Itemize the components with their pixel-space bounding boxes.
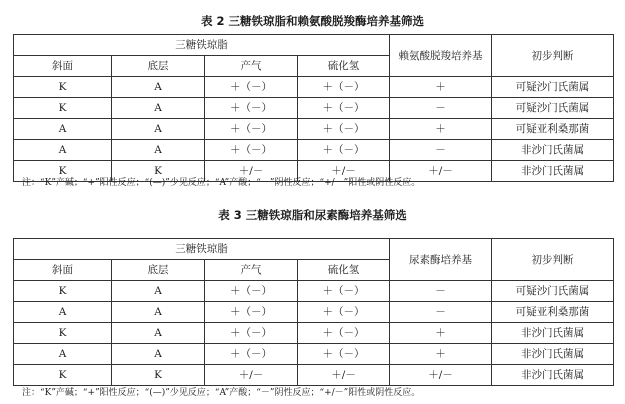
table2-col-butt: 底层 [112, 56, 205, 77]
table2-cell-medium: ＋/－ [390, 161, 492, 182]
table-row [14, 344, 614, 365]
table2-lysine-header: 赖氨酸脱羧培养基 [390, 35, 492, 77]
table3-cell-butt: A [112, 281, 205, 302]
table3-cell-gas: ＋/－ [205, 365, 298, 386]
table-row [14, 98, 614, 119]
table3-cell-slant: A [14, 344, 112, 365]
table3-cell-slant: K [14, 323, 112, 344]
table2-cell-slant: A [14, 140, 112, 161]
table2-cell-medium: － [390, 140, 492, 161]
table2-note: 注：“K”产碱；“+”阳性反应；“(—)”少见反应；“A”产酸；“－”阴性反应；“+/－”阳性或阴性反应。 [22, 178, 421, 188]
table2-cell-h2s: ＋（－） [298, 98, 390, 119]
table3-cell-gas: ＋（－） [205, 302, 298, 323]
table3-col-gas: 产气 [205, 260, 298, 281]
table3-cell-medium: － [390, 302, 492, 323]
table-row [14, 302, 614, 323]
table3-cell-h2s: ＋（－） [298, 302, 390, 323]
table3-cell-judgment: 可疑亚利桑那菌 [492, 302, 614, 323]
table2-cell-medium: － [390, 98, 492, 119]
table3-cell-h2s: ＋/－ [298, 365, 390, 386]
table2-cell-judgment: 非沙门氏菌属 [492, 161, 614, 182]
table3-cell-judgment: 非沙门氏菌属 [492, 365, 614, 386]
table-row [14, 140, 614, 161]
table3-note: 注：“K”产碱；“+”阳性反应；“(—)”少见反应；“A”产酸；“－”阴性反应；“+/－”阳性或阴性反应。 [22, 388, 421, 398]
table2-cell-gas: ＋（－） [205, 140, 298, 161]
table3-cell-slant: K [14, 281, 112, 302]
table-row [14, 77, 614, 98]
table2-cell-butt: K [112, 161, 205, 182]
table2-cell-judgment: 可疑沙门氏菌属 [492, 77, 614, 98]
table3-cell-gas: ＋（－） [205, 344, 298, 365]
table3-cell-gas: ＋（－） [205, 323, 298, 344]
table3-cell-slant: K [14, 365, 112, 386]
table3-caption: 表 3 三糖铁琼脂和尿素酶培养基筛选 [218, 208, 407, 222]
table3-body [14, 281, 614, 386]
table2-judgment-header: 初步判断 [492, 35, 614, 77]
table2-group-header: 三糖铁琼脂 [14, 35, 390, 56]
table2-col-h2s: 硫化氢 [298, 56, 390, 77]
table2-cell-h2s: ＋（－） [298, 77, 390, 98]
table2-cell-gas: ＋/－ [205, 161, 298, 182]
table2-cell-gas: ＋（－） [205, 77, 298, 98]
table2-cell-slant: K [14, 161, 112, 182]
table3-judgment-header: 初步判断 [492, 239, 614, 281]
table2-cell-judgment: 可疑亚利桑那菌 [492, 119, 614, 140]
table3 [13, 238, 614, 386]
table3-cell-h2s: ＋（－） [298, 344, 390, 365]
table3-col-h2s: 硫化氢 [298, 260, 390, 281]
table2-cell-slant: K [14, 98, 112, 119]
table3-urease-header: 尿素酶培养基 [390, 239, 492, 281]
table-row [14, 323, 614, 344]
table-row [14, 281, 614, 302]
table2-cell-gas: ＋（－） [205, 119, 298, 140]
table2-cell-h2s: ＋（－） [298, 119, 390, 140]
table3-group-header: 三糖铁琼脂 [14, 239, 390, 260]
table2-body [14, 77, 614, 182]
table2-caption: 表 2 三糖铁琼脂和赖氨酸脱羧酶培养基筛选 [200, 14, 424, 28]
table3-cell-gas: ＋（－） [205, 281, 298, 302]
table2-cell-medium: ＋ [390, 77, 492, 98]
table3-cell-h2s: ＋（－） [298, 323, 390, 344]
table2-cell-butt: A [112, 140, 205, 161]
table3-cell-slant: A [14, 302, 112, 323]
table3-col-butt: 底层 [112, 260, 205, 281]
table2-col-slant: 斜面 [14, 56, 112, 77]
table3-col-slant: 斜面 [14, 260, 112, 281]
table3-cell-butt: A [112, 302, 205, 323]
table2-cell-slant: A [14, 119, 112, 140]
table-row [14, 119, 614, 140]
table3-cell-judgment: 非沙门氏菌属 [492, 323, 614, 344]
table3-cell-h2s: ＋（－） [298, 281, 390, 302]
table2-cell-judgment: 可疑沙门氏菌属 [492, 98, 614, 119]
table3-cell-butt: A [112, 323, 205, 344]
table2-cell-medium: ＋ [390, 119, 492, 140]
table2-cell-butt: A [112, 98, 205, 119]
table2-cell-h2s: ＋（－） [298, 140, 390, 161]
table2-cell-butt: A [112, 77, 205, 98]
table3-cell-medium: － [390, 281, 492, 302]
table2 [13, 34, 614, 182]
table3-cell-judgment: 非沙门氏菌属 [492, 344, 614, 365]
table3-cell-butt: A [112, 344, 205, 365]
table2-cell-slant: K [14, 77, 112, 98]
table3-cell-butt: K [112, 365, 205, 386]
table3-cell-medium: ＋ [390, 323, 492, 344]
table3-cell-judgment: 可疑沙门氏菌属 [492, 281, 614, 302]
table2-cell-butt: A [112, 119, 205, 140]
table2-cell-h2s: ＋/－ [298, 161, 390, 182]
table-row [14, 365, 614, 386]
table2-col-gas: 产气 [205, 56, 298, 77]
table3-cell-medium: ＋/－ [390, 365, 492, 386]
table3-cell-medium: ＋ [390, 344, 492, 365]
table2-cell-gas: ＋（－） [205, 98, 298, 119]
table2-cell-judgment: 非沙门氏菌属 [492, 140, 614, 161]
